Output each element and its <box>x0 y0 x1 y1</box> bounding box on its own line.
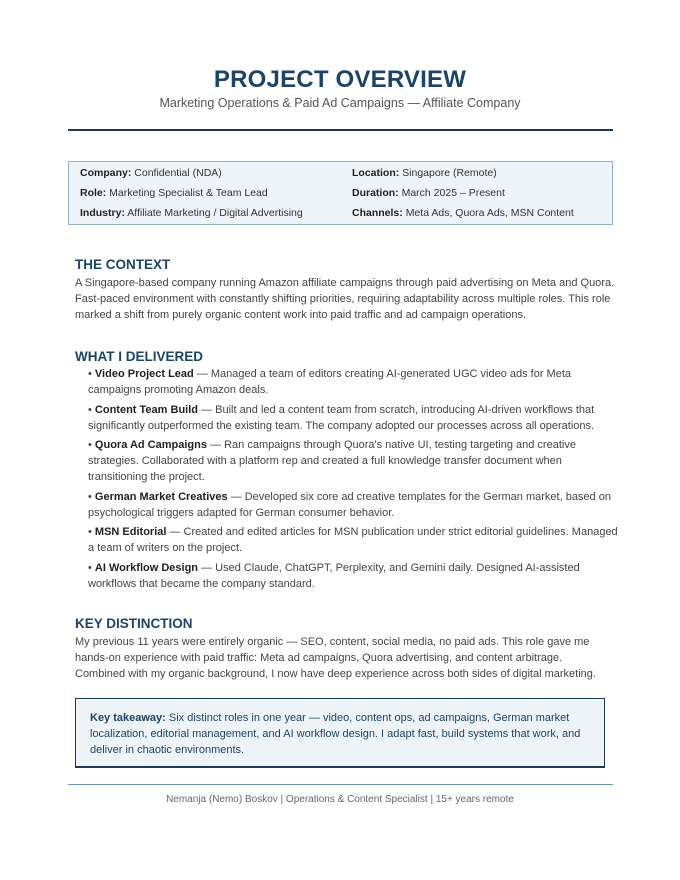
info-location-label: Location: <box>352 167 400 179</box>
list-item: • MSN Editorial — Created and edited articles for MSN publication under strict editorial guidelines. Managed a team of writers on the project. <box>88 526 618 555</box>
footer-divider <box>68 784 613 785</box>
item-title: MSN Editorial <box>94 526 167 539</box>
info-location-value: Singapore (Remote) <box>402 167 497 179</box>
info-role <box>80 187 268 199</box>
distinction-heading: KEY DISTINCTION <box>75 616 193 631</box>
info-channels-value: Meta Ads, Quora Ads, MSN Content <box>405 207 574 219</box>
item-title: Quora Ad Campaigns <box>94 439 207 452</box>
item-text: — Created and edited articles for MSN publication under strict editorial guidelines. Managed a team of writers on the project. <box>88 526 618 555</box>
item-title: German Market Creatives <box>94 490 228 503</box>
info-industry-label: Industry: <box>80 207 125 219</box>
list-item: • Content Team Build — Built and led a content team from scratch, introducing AI-driven workflows that significantly outperformed the existing team. The company adopted our processes across all operations. <box>88 403 595 432</box>
info-duration <box>352 187 505 199</box>
item-text: — Built and led a content team from scratch, introducing AI-driven workflows that significantly outperformed the existing team. The company adopted our processes across all operations. <box>88 403 595 432</box>
item-text: — Used Claude, ChatGPT, Perplexity, and Gemini daily. Designed AI-assisted workflows that became the company standard. <box>88 561 580 590</box>
page-title: PROJECT OVERVIEW <box>213 66 467 93</box>
item-text: — Ran campaigns through Quora's native UI, testing targeting and creative strategies. Collaborated with a platform rep and created a full knowledge transfer document when transitioning the project. <box>88 439 576 484</box>
list-item: • Video Project Lead — Managed a team of editors creating AI-generated UGC video ads for Meta campaigns promoting Amazon deals. <box>88 368 572 396</box>
info-role-label: Role: <box>80 187 107 199</box>
info-industry-value: Affiliate Marketing / Digital Advertising <box>127 207 303 219</box>
info-channels <box>352 207 574 219</box>
info-company-label: Company: <box>80 167 132 179</box>
info-company <box>80 167 222 179</box>
delivered-list <box>88 366 618 596</box>
list-item: • Quora Ad Campaigns — Ran campaigns through Quora's native UI, testing targeting and creative strategies. Collaborated with a platform rep and created a full knowledge transfer document when transitioning the project. <box>88 439 576 484</box>
info-location <box>352 167 497 179</box>
takeaway-text: Six distinct roles in one year — video, content ops, ad campaigns, German market localization, editorial management, and AI workflow design. I adapt fast, build systems that work, and deliver in chaotic environments. <box>90 712 581 756</box>
info-duration-value: March 2025 – Present <box>401 187 505 199</box>
item-text: — Developed six core ad creative templates for the German market, based on psychological triggers adapted for German consumer behavior. <box>88 490 611 519</box>
info-industry <box>80 207 303 219</box>
delivered-heading: WHAT I DELIVERED <box>75 349 203 364</box>
context-paragraph: A Singapore-based company running Amazon affiliate campaigns through paid advertising on Meta and Quora. Fast-paced environment with constantly shifting priorities, requiring adaptability across multiple roles. This role marked a shift from purely organic content work into paid traffic and ad campaign operations. <box>75 277 615 321</box>
title-divider <box>68 129 613 131</box>
info-company-value: Confidential (NDA) <box>134 167 222 179</box>
item-title: Content Team Build <box>94 403 198 416</box>
info-box <box>68 161 613 225</box>
page-subtitle: Marketing Operations & Paid Ad Campaigns — Affiliate Company <box>159 96 521 110</box>
info-channels-label: Channels: <box>352 207 403 219</box>
item-title: Video Project Lead <box>94 368 194 380</box>
takeaway-label: Key takeaway: <box>90 712 166 724</box>
item-text: — Managed a team of editors creating AI-generated UGC video ads for Meta campaigns promoting Amazon deals. <box>88 368 572 396</box>
takeaway-box <box>75 698 605 768</box>
list-item: • German Market Creatives — Developed six core ad creative templates for the German market, based on psychological triggers adapted for German consumer behavior. <box>88 490 611 519</box>
context-heading: THE CONTEXT <box>75 257 171 272</box>
footer-text: Nemanja (Nemo) Boskov | Operations & Content Specialist | 15+ years remote <box>166 794 514 805</box>
list-item: • AI Workflow Design — Used Claude, ChatGPT, Perplexity, and Gemini daily. Designed AI-assisted workflows that became the company standard. <box>88 561 580 590</box>
info-role-value: Marketing Specialist & Team Lead <box>109 187 268 199</box>
info-duration-label: Duration: <box>352 187 399 199</box>
distinction-paragraph: My previous 11 years were entirely organic — SEO, content, social media, no paid ads. This role gave me hands-on experience with paid traffic: Meta ad campaigns, Quora advertising, and content arbitrage. Combined with my organic background, I now have deep experience across both sides of digital marketing. <box>75 636 596 680</box>
item-title: AI Workflow Design <box>94 561 199 574</box>
